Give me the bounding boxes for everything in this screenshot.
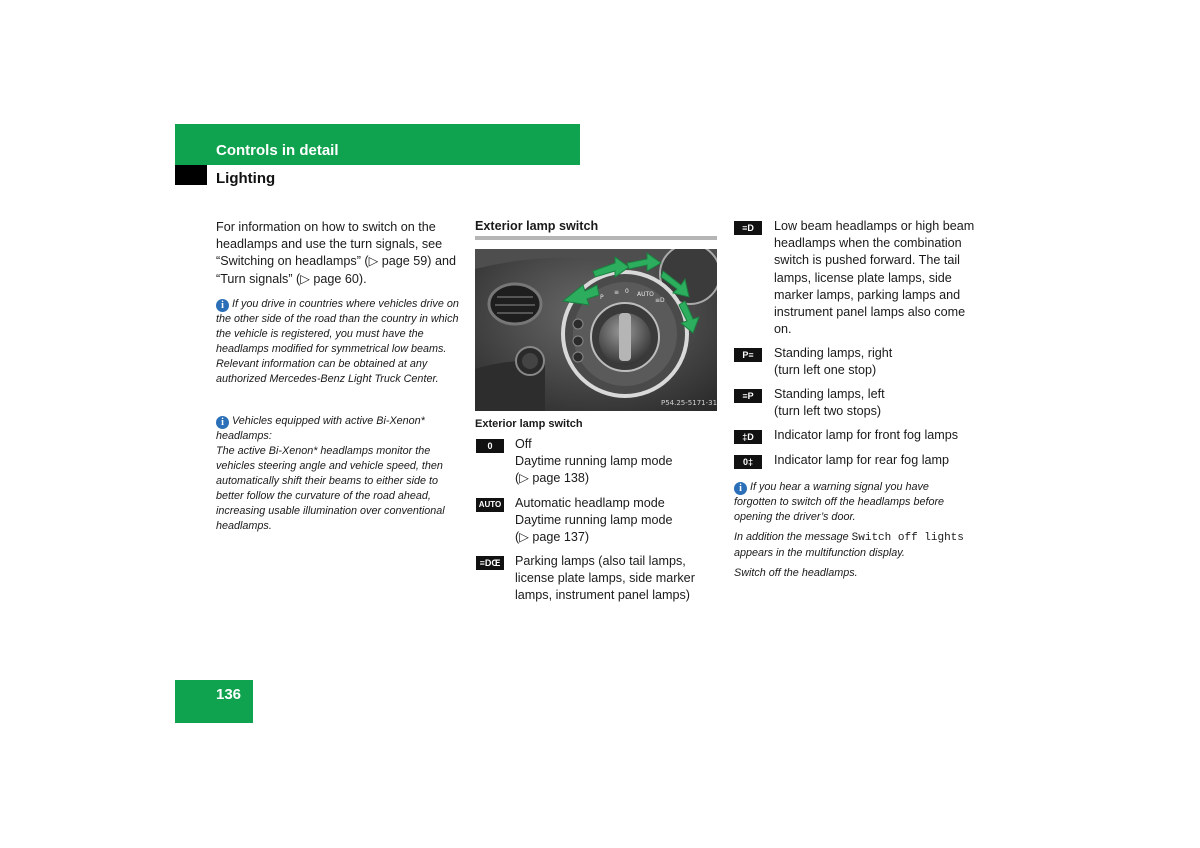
- photo-caption: Exterior lamp switch: [475, 418, 583, 430]
- section-title: Lighting: [216, 170, 276, 187]
- standing-lamps-right: [774, 345, 984, 379]
- note-prefix: In addition the message: [734, 531, 849, 543]
- heading-rule: [475, 236, 717, 240]
- info-icon: i: [216, 416, 229, 429]
- item-line: (turn left two stops): [774, 404, 882, 419]
- note-headlamp-warning: [734, 480, 974, 525]
- rear-fog-lamp-indicator: [774, 452, 989, 469]
- image-code: P54.25-5171-31: [661, 399, 717, 407]
- note-switch-off: Switch off the headlamps.: [734, 567, 858, 579]
- note-text-title: Vehicles equipped with active Bi-Xenon* headlamps:: [216, 415, 425, 442]
- item-line: marker lamps, parking lamps and: [774, 287, 961, 302]
- standing-lamps-right-symbol: P≡: [734, 348, 762, 362]
- item-line: Parking lamps (also tail lamps,: [515, 554, 686, 568]
- note-text: If you hear a warning signal you have forgotten to switch off the headlamps before opening the driver’s door.: [734, 481, 945, 523]
- standing-lamps-left-symbol: ≡P: [734, 389, 762, 403]
- item-line: switch is pushed forward. The tail: [774, 253, 960, 268]
- exterior-lamp-switch-heading: Exterior lamp switch: [475, 219, 599, 233]
- item-line: (turn left one stop): [774, 363, 877, 378]
- item-line: Standing lamps, right: [774, 346, 893, 360]
- item-line: lamps, instrument panel lamps): [515, 588, 690, 603]
- page-number-box: [175, 680, 253, 723]
- note-suffix: appears in the multifunction display.: [734, 547, 905, 559]
- svg-text:AUTO: AUTO: [637, 291, 654, 298]
- note-text-body: The active Bi-Xenon* headlamps monitor the vehicles steering angle and vehicle speed, then automatically shift their beams to either side to better follow the curvature of the road ahead, increasing usable illumination over conventional headlamps.: [216, 445, 445, 532]
- page-number: 136: [216, 686, 242, 703]
- svg-text:0: 0: [625, 288, 629, 295]
- item-line: Standing lamps, left: [774, 387, 885, 401]
- item-line: (▷ page 138): [515, 471, 590, 486]
- front-fog-lamp-indicator: [774, 427, 989, 444]
- item-line: (▷ page 137): [515, 530, 590, 545]
- exterior-lamp-switch-photo: [475, 249, 717, 411]
- item-line: Low beam headlamps or high beam: [774, 219, 975, 233]
- item-line: Indicator lamp for rear fog lamp: [774, 453, 949, 467]
- item-line: Indicator lamp for front fog lamps: [774, 428, 959, 442]
- switch-position-off: [515, 436, 725, 488]
- svg-text:≡: ≡: [614, 289, 620, 296]
- svg-text:P: P: [600, 294, 604, 301]
- intro-paragraph: For information on how to switch on the headlamps and use the turn signals, see “Switching on headlamps” (▷ page 59) and “Turn signals” (▷ page 60).: [216, 220, 457, 286]
- chapter-title: Controls in detail: [216, 142, 339, 159]
- item-line: on.: [774, 322, 792, 337]
- note-bi-xenon: [216, 414, 461, 534]
- lamp-switch-illustration: [475, 249, 717, 411]
- switch-position-low-beam: [774, 218, 984, 338]
- item-line: Daytime running lamp mode: [515, 454, 673, 469]
- info-icon: i: [734, 482, 747, 495]
- note-message-line: [734, 530, 979, 561]
- display-message: Switch off lights: [851, 532, 964, 544]
- rear-fog-lamp-symbol: 0‡: [734, 455, 762, 469]
- front-fog-lamp-symbol: ‡D: [734, 430, 762, 444]
- note-symmetrical-beams: [216, 297, 461, 387]
- svg-text:≡D: ≡D: [655, 297, 665, 304]
- info-icon: i: [216, 299, 229, 312]
- item-line: headlamps when the combination: [774, 236, 962, 251]
- section-tab-marker: [175, 165, 207, 185]
- auto-symbol: AUTO: [476, 498, 504, 512]
- item-line: Off: [515, 437, 532, 451]
- switch-position-auto: [515, 495, 725, 547]
- switch-position-parking: [515, 553, 725, 605]
- low-beam-symbol: ≡D: [734, 221, 762, 235]
- parking-lamps-symbol: ≡DŒ: [476, 556, 504, 570]
- item-line: lamps, license plate lamps, side: [774, 270, 952, 285]
- off-symbol: 0: [476, 439, 504, 453]
- item-line: Automatic headlamp mode: [515, 496, 665, 510]
- item-line: Daytime running lamp mode: [515, 513, 673, 528]
- note-text: If you drive in countries where vehicles drive on the other side of the road than the country in which the vehicle is registered, you must have the headlamps modified for symmetrical low beams. Relevant information can be obtained at any authorized Mercedes-Benz Light Truck Center.: [216, 298, 459, 385]
- item-line: license plate lamps, side marker: [515, 571, 695, 586]
- standing-lamps-left: [774, 386, 984, 420]
- item-line: instrument panel lamps also come: [774, 305, 966, 320]
